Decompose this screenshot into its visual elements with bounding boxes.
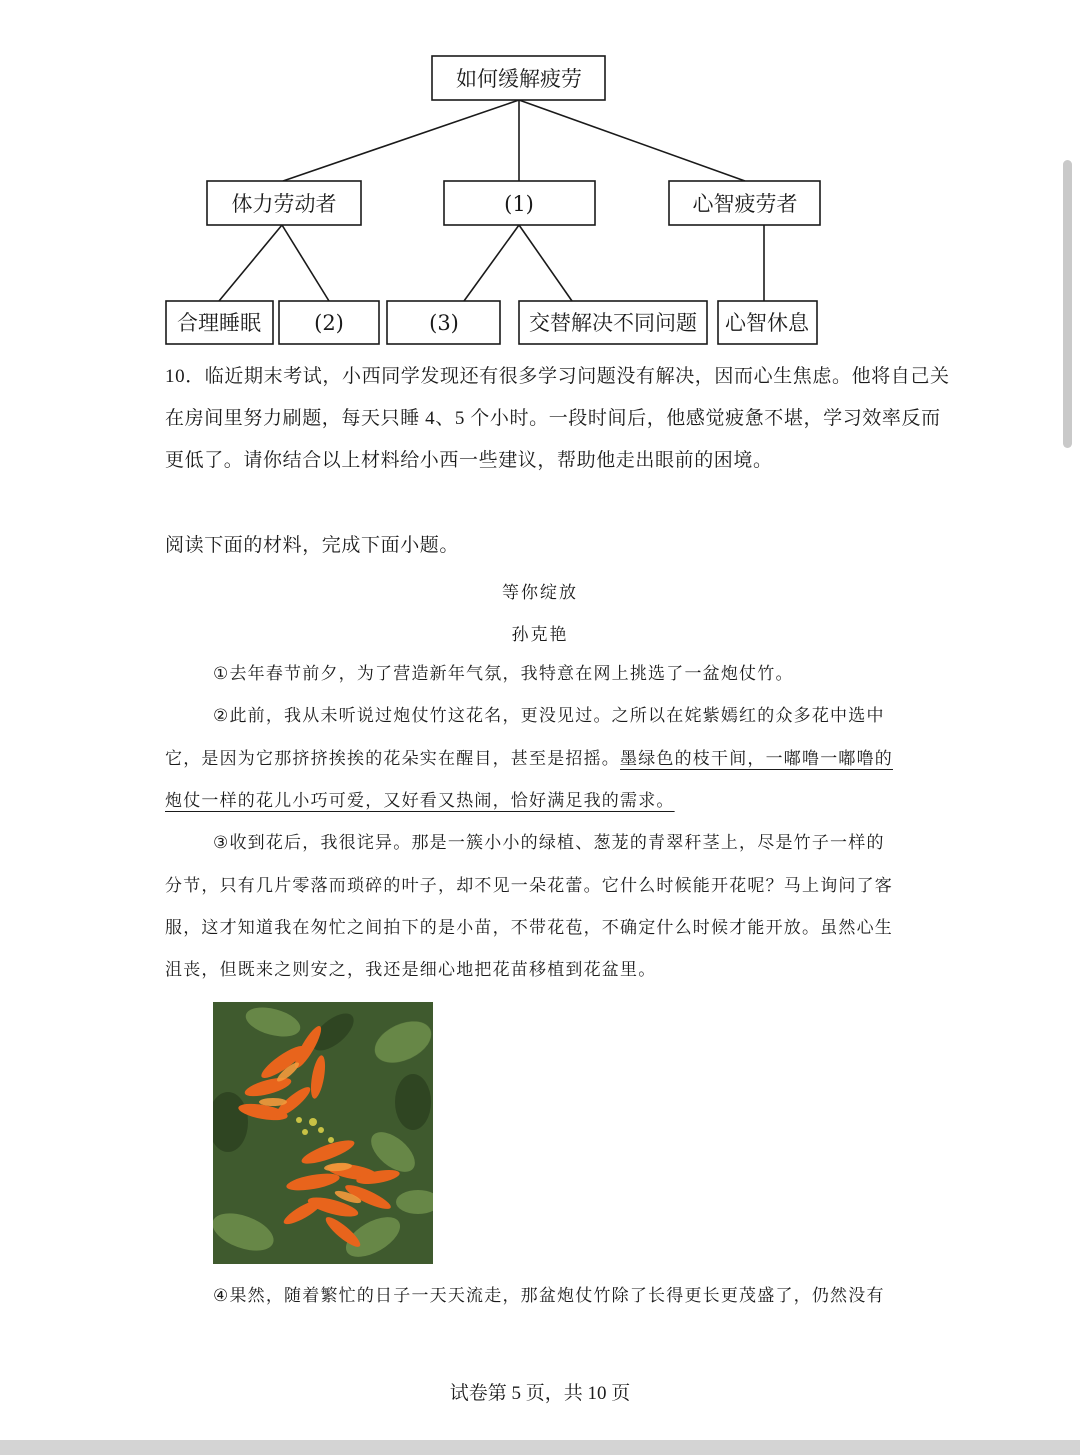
paragraph-2-text: 它，是因为它那挤挤挨挨的花朵实在醒目，甚至是招摇。 bbox=[165, 749, 620, 769]
level2-label-blank-3: (3) bbox=[429, 311, 459, 335]
paragraph-2-underlined-text-2: 炮仗一样的花儿小巧可爱，又好看又热闹，恰好满足我的需求。 bbox=[165, 791, 675, 811]
level1-label-physical: 体力劳动者 bbox=[231, 192, 337, 216]
paragraph-2-underlined-text: 墨绿色的枝干间，一嘟噜一嘟噜的 bbox=[620, 749, 893, 769]
root-label: 如何缓解疲劳 bbox=[456, 67, 582, 91]
question-10-line-3: 更低了。请你结合以上材料给小西一些建议，帮助他走出眼前的困境。 bbox=[165, 450, 773, 471]
level2-label-sleep: 合理睡眠 bbox=[177, 311, 261, 335]
concept-tree-diagram bbox=[0, 0, 1080, 360]
paragraph-2-line-1: ②此前，我从未听说过炮仗竹这花名，更没见过。之所以在姹紫嫣红的众多花中选中 bbox=[213, 706, 885, 726]
article-title: 等你绽放 bbox=[502, 583, 578, 603]
paragraph-3-line-2: 分节，只有几片零落而琐碎的叶子，却不见一朵花蕾。它什么时候能开花呢？马上询问了客 bbox=[165, 876, 893, 896]
level2-label-mental-rest: 心智休息 bbox=[725, 311, 809, 335]
paragraph-2-line-3 bbox=[165, 790, 925, 812]
level1-label-blank-1: (1) bbox=[504, 192, 534, 216]
paragraph-3-line-1: ③收到花后，我很诧异。那是一簇小小的绿植、葱茏的青翠秆茎上，尽是竹子一样的 bbox=[213, 833, 885, 853]
level2-label-blank-2: (2) bbox=[314, 311, 344, 335]
vertical-scrollbar-thumb[interactable] bbox=[1063, 160, 1072, 448]
paragraph-3-line-4: 沮丧，但既来之则安之，我还是细心地把花苗移植到花盆里。 bbox=[165, 960, 657, 980]
article-author: 孙克艳 bbox=[511, 625, 569, 645]
paragraph-4-line-1: ④果然，随着繁忙的日子一天天流走，那盆炮仗竹除了长得更长更茂盛了，仍然没有 bbox=[213, 1286, 885, 1306]
level2-label-alternate: 交替解决不同问题 bbox=[529, 311, 697, 335]
paragraph-3-line-3: 服，这才知道我在匆忙之间拍下的是小苗，不带花苞，不确定什么时候才能开放。虽然心生 bbox=[165, 918, 893, 938]
reading-instruction: 阅读下面的材料，完成下面小题。 bbox=[165, 535, 460, 556]
level1-label-mental: 心智疲劳者 bbox=[692, 192, 798, 216]
page-footer: 试卷第 5 页，共 10 页 bbox=[449, 1383, 631, 1404]
question-10-line-1: 10．临近期末考试，小西同学发现还有很多学习问题没有解决，因而心生焦虑。他将自己关 bbox=[165, 366, 950, 387]
question-10-line-2: 在房间里努力刷题，每天只睡 4、5 个小时。一段时间后，他感觉疲惫不堪，学习效率反而 bbox=[165, 408, 941, 429]
paragraph-1: ①去年春节前夕，为了营造新年气氛，我特意在网上挑选了一盆炮仗竹。 bbox=[213, 664, 794, 684]
bottom-viewer-bar bbox=[0, 1440, 1080, 1455]
flower-photo bbox=[213, 1002, 433, 1264]
paragraph-2-line-2 bbox=[165, 748, 925, 770]
